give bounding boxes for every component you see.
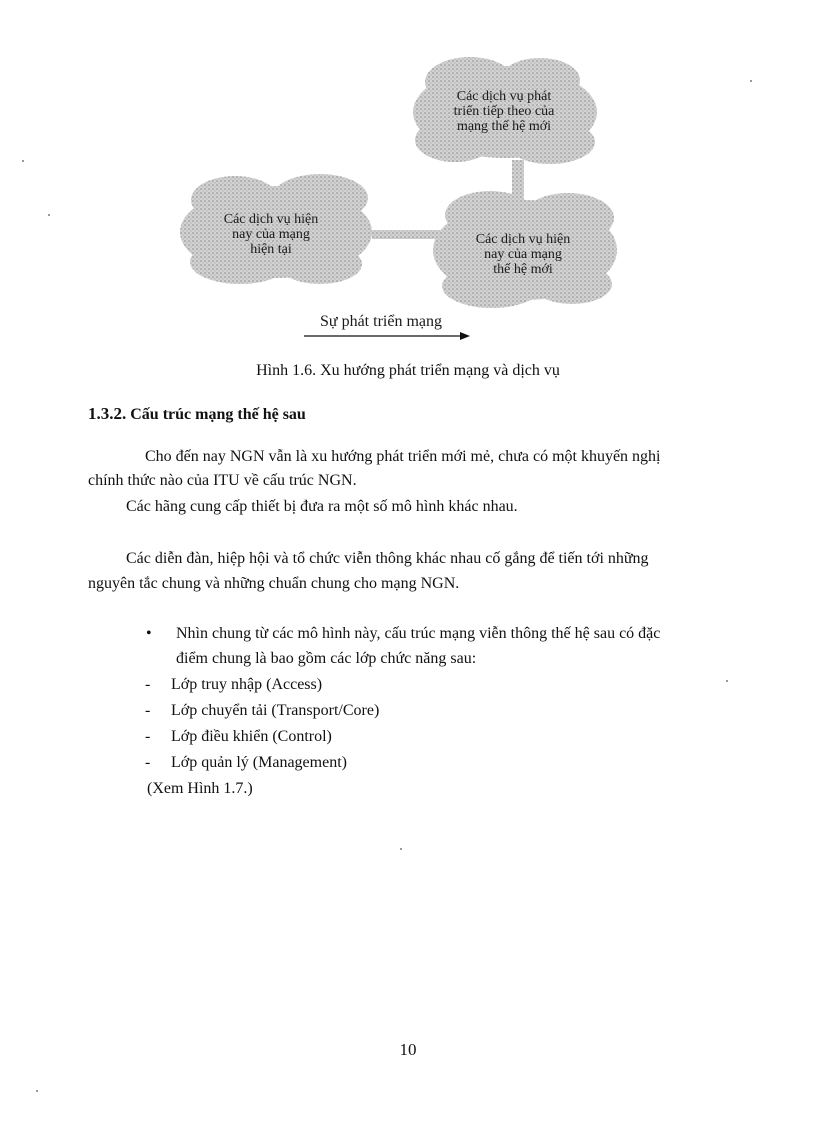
list-item-label: Lớp chuyển tải (Transport/Core) <box>171 702 380 719</box>
paragraph-3-line-1: Các diễn đàn, hiệp hội và tổ chức viễn thông khác nhau cố gắng để tiến tới những <box>126 550 649 567</box>
scan-speck <box>48 214 50 216</box>
connector-vertical <box>512 160 524 200</box>
scan-speck <box>726 680 728 682</box>
list-item-label: Lớp quản lý (Management) <box>171 754 347 771</box>
see-figure-note: (Xem Hình 1.7.) <box>147 780 253 797</box>
section-heading <box>88 404 306 424</box>
scan-speck <box>750 80 752 82</box>
page-number: 10 <box>399 1040 417 1059</box>
cloud-top-line: mạng thế hệ mới <box>456 119 552 134</box>
cloud-top-label <box>434 89 574 134</box>
section-title: Cấu trúc mạng thế hệ sau <box>130 406 306 423</box>
arrow-head <box>460 332 470 340</box>
cloud-left-label <box>196 212 346 257</box>
evolution-diagram <box>0 0 816 345</box>
cloud-top-line: Các dịch vụ phát <box>456 89 552 104</box>
section-number: 1.3.2. <box>88 404 127 423</box>
list-item-label: Lớp điều khiển (Control) <box>171 728 332 745</box>
cloud-right-label <box>448 232 598 277</box>
cloud-left-line: nay của mạng <box>232 227 310 242</box>
paragraph-2: Các hãng cung cấp thiết bị đưa ra một số mô hình khác nhau. <box>126 498 518 515</box>
list-item: - Lớp truy nhập (Access) <box>145 676 323 693</box>
figure-caption: Hình 1.6. Xu hướng phát triển mạng và dịch vụ <box>256 362 560 379</box>
cloud-top-line: triển tiếp theo của <box>453 104 555 119</box>
bullet-line-2: điểm chung là bao gồm các lớp chức năng sau: <box>176 650 477 667</box>
paragraph-1-line-2: chính thức nào của ITU về cấu trúc NGN. <box>88 472 357 489</box>
cloud-right-line: nay của mạng <box>484 247 562 262</box>
bullet-marker: • <box>146 625 152 642</box>
scan-speck <box>22 160 24 162</box>
arrow-label: Sự phát triển mạng <box>320 313 442 330</box>
list-item: - Lớp quản lý (Management) <box>145 754 347 771</box>
paragraph-3-line-2: nguyên tắc chung và những chuẩn chung cho mạng NGN. <box>88 575 460 592</box>
connector-horizontal <box>372 230 444 239</box>
paragraph-1-line-1: Cho đến nay NGN vẫn là xu hướng phát triển mới mẻ, chưa có một khuyến nghị <box>145 448 661 465</box>
diagram-graphics <box>0 0 816 345</box>
scan-speck <box>400 848 402 850</box>
cloud-right-line: thế hệ mới <box>493 262 553 277</box>
bullet-line-1: Nhìn chung từ các mô hình này, cấu trúc mạng viễn thông thế hệ sau có đặc <box>176 625 661 642</box>
cloud-left-line: Các dịch vụ hiện <box>223 212 319 227</box>
cloud-right-line: Các dịch vụ hiện <box>475 232 571 247</box>
list-item-label: Lớp truy nhập (Access) <box>171 676 323 693</box>
cloud-left-line: hiện tại <box>250 242 292 257</box>
list-item: - Lớp chuyển tải (Transport/Core) <box>145 702 380 719</box>
scan-speck <box>36 1090 38 1092</box>
list-item: - Lớp điều khiển (Control) <box>145 728 332 745</box>
